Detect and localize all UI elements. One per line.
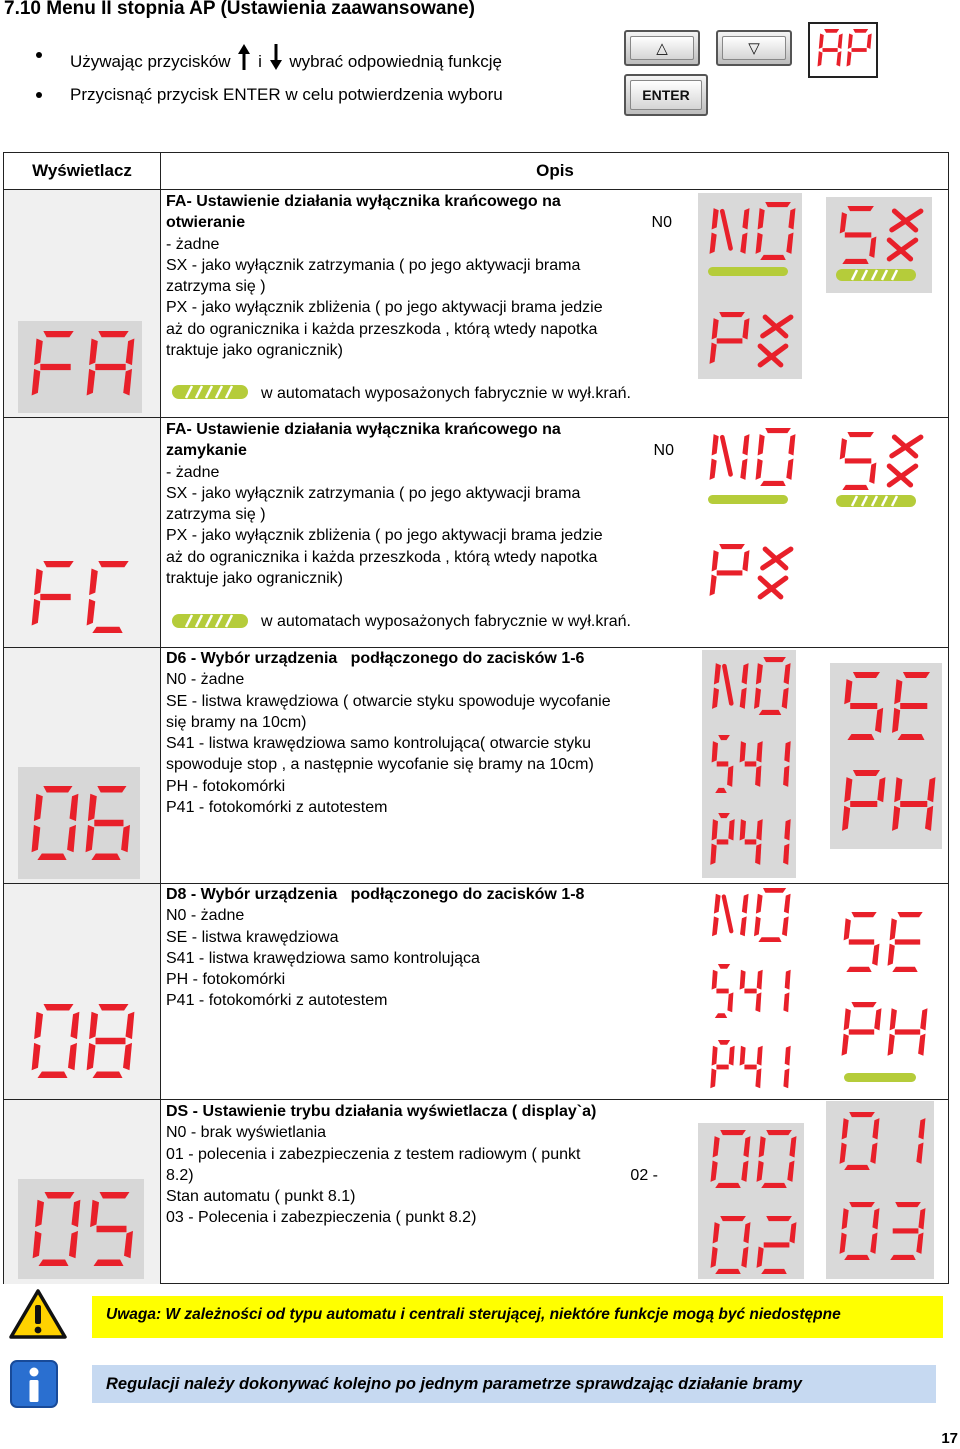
lcd-text-s41 bbox=[707, 734, 791, 794]
selected-option-bar bbox=[844, 1073, 916, 1082]
lcd-text-n0 bbox=[704, 427, 796, 487]
lcd-text-fa bbox=[25, 330, 135, 404]
option-panel bbox=[698, 1123, 804, 1279]
lcd-char bbox=[87, 1004, 135, 1078]
lcd-char bbox=[86, 786, 131, 860]
arrow-down-icon bbox=[270, 44, 282, 70]
row-d6-description: D6 - Wybór urządzenia podłączonego do zacisków 1-6 N0 - żadne SE - listwa krawędziowa ( otwarcie styku spowoduje wycofanie się bramy na 10cm) S41 - listwa krawędziowa samo kontrolująca( otwarcie styku spowoduje stop , a następnie wycofanie się bramy na 10cm) PH - fotokomórki P41 - fotokomórki z autotestem bbox=[166, 650, 611, 817]
lcd-char bbox=[711, 1130, 751, 1188]
option-panel bbox=[830, 909, 942, 1089]
lcd-text-se bbox=[836, 671, 936, 741]
lcd-text-02 bbox=[705, 1215, 797, 1275]
option-panel bbox=[698, 421, 802, 611]
column-header-description: Opis bbox=[536, 161, 574, 180]
settings-table bbox=[3, 152, 949, 1284]
lcd-char bbox=[840, 206, 877, 264]
lcd-char bbox=[32, 331, 74, 396]
lcd-char bbox=[710, 1040, 734, 1088]
lcd-char bbox=[916, 1118, 925, 1164]
lcd-text-sx bbox=[832, 431, 926, 491]
lcd-char bbox=[892, 672, 930, 740]
lcd-char bbox=[889, 437, 921, 485]
lcd-char bbox=[740, 1046, 763, 1089]
lcd-char bbox=[783, 819, 791, 865]
enter-key-button[interactable]: ENTER bbox=[624, 74, 708, 116]
lcd-char bbox=[33, 1192, 81, 1266]
lcd-char bbox=[840, 432, 877, 490]
lcd-text-px bbox=[704, 311, 796, 371]
info-icon bbox=[8, 1358, 60, 1410]
option-panel bbox=[702, 650, 796, 878]
lcd-char bbox=[712, 663, 749, 709]
factory-option-stripe bbox=[836, 269, 916, 281]
factory-limit-switch-icon bbox=[172, 614, 248, 628]
lcd-char bbox=[756, 428, 796, 486]
lcd-text-ap bbox=[814, 28, 872, 72]
lcd-char bbox=[711, 1216, 751, 1274]
lcd-char bbox=[847, 29, 872, 67]
factory-limit-switch-icon bbox=[172, 385, 248, 399]
lcd-char bbox=[756, 202, 796, 260]
default-value: N0 bbox=[653, 442, 674, 460]
lcd-char bbox=[710, 312, 750, 364]
option-panel bbox=[830, 663, 942, 849]
option-panel bbox=[698, 193, 802, 379]
row-fa-description: FA- Ustawienie działania wyłącznika krańcowego na otwieranie N0 - żadne SX - jako wyłącznik zatrzymania ( po jego aktywacji brama zatrzyma się ) PX - jako wyłącznik zbliżenia ( po jego aktywacji brama jedzie aż do ogranicznika i każda przeszkoda , którą wtedy napotka traktuje jako ogranicznik) bbox=[166, 193, 672, 360]
page-number: 17 bbox=[941, 1430, 958, 1447]
lcd-char bbox=[783, 1046, 790, 1089]
lcd-char bbox=[32, 561, 74, 626]
lcd-char bbox=[32, 786, 79, 860]
lcd-char bbox=[90, 1192, 133, 1266]
lcd-char bbox=[783, 741, 791, 787]
instruction-item-1: Używając przycisków i wybrać odpowiednią funkcję bbox=[30, 44, 503, 84]
down-key-button[interactable]: ▽ bbox=[716, 30, 792, 66]
lcd-char bbox=[760, 549, 791, 597]
display-code-fa bbox=[18, 321, 142, 413]
lcd-char bbox=[32, 1004, 80, 1078]
lcd-text-d8 bbox=[25, 1003, 135, 1079]
instruction-item-2: Przycisnąć przycisk ENTER w celu potwierdzenia wyboru bbox=[30, 84, 503, 124]
lcd-text-sx bbox=[832, 205, 926, 265]
lcd-char bbox=[840, 1202, 880, 1260]
arrow-up-icon bbox=[238, 44, 250, 70]
row-fc-description: FA- Ustawienie działania wyłącznika krańcowego na zamykanie N0 - żadne SX - jako wyłącznik zatrzymania ( po jego aktywacji brama zatrzyma się ) PX - jako wyłącznik zbliżenia ( po jego aktywacji brama jedzie aż do ogranicznika i każda przeszkoda , którą wtedy napotka traktuje jako ogranicznik) bbox=[166, 421, 674, 588]
lcd-char bbox=[892, 777, 936, 831]
lcd-text-ph bbox=[836, 1001, 928, 1063]
lcd-text-n0 bbox=[704, 201, 796, 261]
option-panel bbox=[826, 1101, 934, 1279]
lcd-char bbox=[740, 970, 763, 1013]
ap-display bbox=[808, 22, 878, 78]
lcd-char bbox=[757, 1130, 797, 1188]
lcd-char bbox=[842, 1002, 882, 1056]
display-code-d6 bbox=[18, 767, 140, 879]
selected-option-bar bbox=[708, 267, 788, 276]
row-ds-description: DS - Ustawienie trybu działania wyświetlacza ( display`a) N0 - brak wyświetlania 01 - polecenia i zabezpieczenia z testem radiowym ( punkt 8.2) 02 - Stan automatu ( punkt 8.1) 03 - Polecenia i zabezpieczenia ( punkt 8.2) bbox=[166, 1103, 658, 1227]
lcd-char bbox=[844, 912, 880, 972]
option-panel bbox=[826, 197, 932, 293]
lcd-char bbox=[842, 770, 886, 831]
column-header-display: Wyświetlacz bbox=[32, 161, 132, 180]
warning-banner: Uwaga: W zależności od typu automatu i centrali sterującej, niektóre funkcje mogą być niedostępne bbox=[92, 1296, 943, 1338]
selected-option-bar bbox=[708, 495, 788, 504]
lcd-char bbox=[712, 894, 749, 937]
lcd-char bbox=[760, 317, 791, 365]
lcd-text-n0 bbox=[707, 656, 791, 716]
lcd-char bbox=[712, 964, 734, 1018]
lcd-text-p41 bbox=[707, 812, 791, 872]
lcd-char bbox=[754, 657, 791, 715]
lcd-char bbox=[889, 211, 921, 259]
lcd-char bbox=[710, 813, 734, 865]
lcd-text-d6 bbox=[25, 785, 133, 861]
lcd-char bbox=[818, 29, 843, 67]
lcd-text-00 bbox=[705, 1129, 797, 1189]
up-key-button[interactable]: △ bbox=[624, 30, 700, 66]
lcd-char bbox=[890, 1202, 925, 1260]
display-code-ds bbox=[18, 1179, 144, 1279]
lcd-text-se bbox=[836, 911, 928, 973]
factory-note: w automatach wyposażonych fabrycznie w wył.krań. bbox=[261, 613, 631, 630]
lcd-char bbox=[888, 912, 923, 972]
lcd-char bbox=[87, 561, 129, 633]
factory-option-stripe bbox=[836, 495, 916, 507]
lcd-char bbox=[710, 544, 750, 596]
lcd-text-fc bbox=[25, 560, 135, 634]
lcd-char bbox=[712, 735, 734, 793]
lcd-text-03 bbox=[834, 1201, 926, 1261]
lcd-char bbox=[740, 741, 763, 787]
display-code-fc bbox=[18, 551, 142, 643]
row-d8-description: D8 - Wybór urządzenia podłączonego do zacisków 1-8 N0 - żadne SE - listwa krawędziowa S41 - listwa krawędziowa samo kontrolująca PH - fotokomórki P41 - fotokomórki z autotestem bbox=[166, 886, 585, 1010]
lcd-text-n0 bbox=[707, 887, 791, 943]
lcd-char bbox=[783, 970, 790, 1013]
default-value: N0 bbox=[651, 214, 672, 232]
lcd-text-s41 bbox=[707, 963, 791, 1019]
info-banner: Regulacji należy dokonywać kolejno po jednym parametrze sprawdzając działanie bramy bbox=[92, 1365, 936, 1403]
lcd-char bbox=[888, 1008, 928, 1055]
factory-note: w automatach wyposażonych fabrycznie w wył.krań. bbox=[261, 385, 631, 402]
lcd-char bbox=[754, 888, 791, 942]
lcd-text-01 bbox=[834, 1111, 926, 1171]
lcd-char bbox=[840, 1112, 880, 1170]
warning-icon bbox=[8, 1288, 68, 1340]
lcd-char bbox=[710, 208, 750, 254]
lcd-char bbox=[757, 1216, 797, 1274]
lcd-char bbox=[87, 331, 135, 396]
option-panel bbox=[826, 425, 932, 521]
instruction-list bbox=[30, 44, 503, 124]
lcd-text-ph bbox=[836, 769, 936, 839]
lcd-text-px bbox=[704, 543, 796, 603]
option-panel bbox=[702, 885, 796, 1095]
display-code-d8 bbox=[18, 995, 142, 1087]
lcd-text-p41 bbox=[707, 1039, 791, 1095]
lcd-char bbox=[844, 672, 883, 740]
page-title: 7.10 Menu II stopnia AP (Ustawienia zaawansowane) bbox=[4, 0, 475, 19]
lcd-text-ds bbox=[26, 1191, 136, 1267]
lcd-char bbox=[740, 819, 763, 865]
lcd-char bbox=[710, 434, 750, 480]
